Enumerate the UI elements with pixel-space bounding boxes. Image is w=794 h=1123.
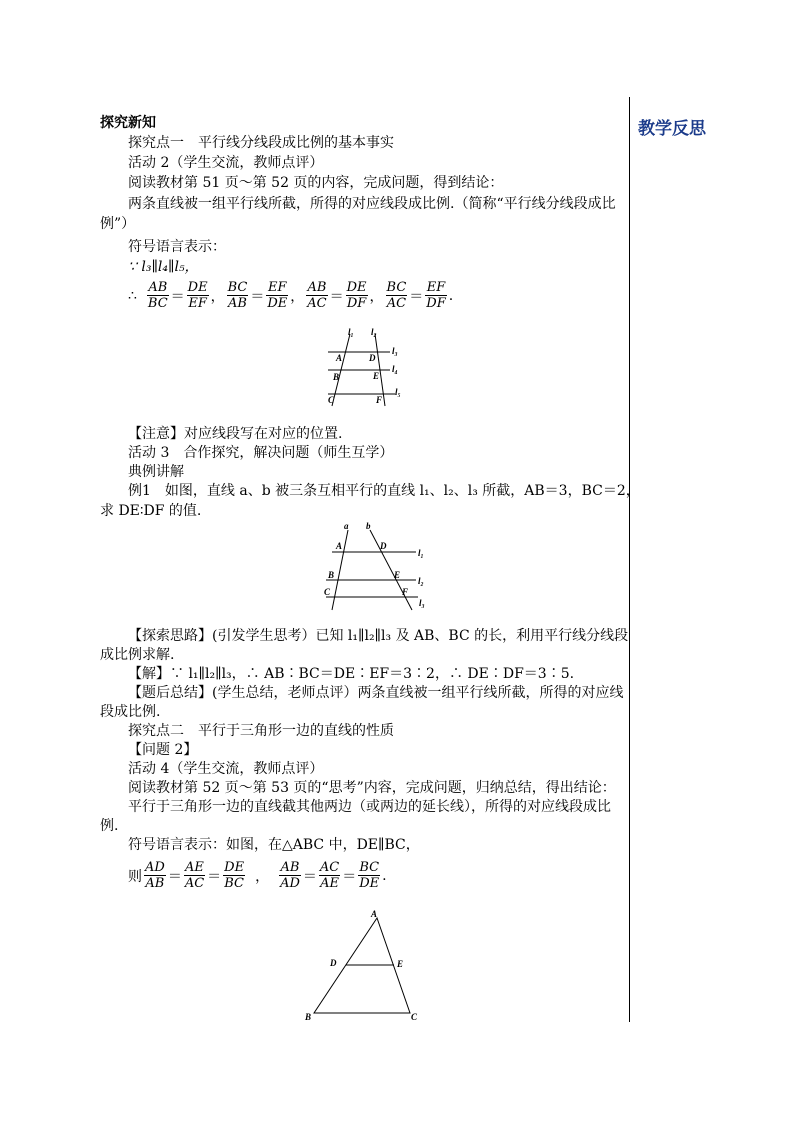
label-C: C xyxy=(324,587,331,597)
then-label: 则 xyxy=(128,868,142,885)
conclusion2-a: 平行于三角形一边的直线截其他两边（或两边的延长线），所得的对应线段成比 xyxy=(128,799,611,815)
label-l3: l₃ xyxy=(392,346,398,356)
fraction: $\frac{DE}{BC}$ xyxy=(224,860,245,891)
activity3: 活动 3 合作探究，解决问题（师生互学） xyxy=(128,445,394,461)
fraction: $\frac{EF}{DF}$ xyxy=(426,280,446,311)
proportion-row-2: 则 $\frac{AD}{AB}$ ＝ $\frac{AE}{AC}$ ＝ $\frac{DE}{BC}$ ， $\frac{AB}{AD}$ ＝ $\frac{AC}{AE}$ ＝ $\frac{BC}{DE}$ . xyxy=(128,860,387,891)
label-l4: l₄ xyxy=(392,364,398,374)
therefore-symbol: ∴ xyxy=(128,287,137,304)
figure-parallel-lines-1 xyxy=(320,326,410,410)
label-E: E xyxy=(397,959,404,969)
label-l1: l₁ xyxy=(418,548,424,558)
label-l3: l₃ xyxy=(419,598,425,608)
fraction: $\frac{BC}{AC}$ xyxy=(386,280,407,311)
fraction: $\frac{AB}{AD}$ xyxy=(280,860,300,891)
because1: ∵ l₃∥l₄∥l₅， xyxy=(128,259,199,275)
conclusion1-b: 例”） xyxy=(100,216,136,232)
activity4: 活动 4（学生交流，教师点评） xyxy=(128,761,324,777)
fraction: $\frac{DE}{DF}$ xyxy=(346,280,367,311)
section-title: 探究新知 xyxy=(100,115,156,131)
label-F: F xyxy=(376,395,383,405)
solution: 【解】∵ l₁∥l₂∥l₃，∴ AB∶BC＝DE∶EF＝3∶2，∴ DE∶DF＝3∶5. xyxy=(128,666,575,682)
proportion-row-1: ∴ $\frac{AB}{BC}$ ＝ $\frac{DE}{EF}$ ， $\frac{BC}{AB}$ ＝ $\frac{EF}{DE}$ ， $\frac{AB}{AC}$ ＝ $\frac{DE}{DF}$ ， $\frac{BC}{AC}$ ＝ $\frac{EF}{DF}$ . xyxy=(128,280,454,311)
figure-parallel-lines-2 xyxy=(318,520,438,612)
label-C: C xyxy=(411,1012,418,1022)
example1-a: 例1 如图，直线 a、b 被三条互相平行的直线 l₁、l₂、l₃ 所截，AB＝3，BC＝2， xyxy=(128,483,640,499)
fraction: $\frac{AB}{AC}$ xyxy=(307,280,327,311)
fraction: $\frac{BC}{DE}$ xyxy=(359,860,380,891)
label-B: B xyxy=(333,372,340,382)
fraction: $\frac{BC}{AB}$ xyxy=(227,280,248,311)
fraction: $\frac{AD}{AB}$ xyxy=(145,860,165,891)
summary-b: 段成比例. xyxy=(100,704,161,720)
label-B: B xyxy=(328,570,335,580)
label-a: a xyxy=(344,521,349,531)
point2-heading: 探究点二 平行于三角形一边的直线的性质 xyxy=(128,723,394,739)
label-A: A xyxy=(336,541,343,551)
idea-b: 成比例求解. xyxy=(100,647,175,663)
label-F: F xyxy=(402,587,409,597)
question2: 【问题 2】 xyxy=(128,742,198,758)
label-C: C xyxy=(328,395,335,405)
idea-a: 【探索思路】(引发学生思考）已知 l₁∥l₂∥l₃ 及 AB、BC 的长，利用平行线分线段 xyxy=(128,628,629,644)
label-B: B xyxy=(305,1012,312,1022)
conclusion2-b: 例. xyxy=(100,818,119,834)
label-b: b xyxy=(366,521,371,531)
fraction: $\frac{AB}{BC}$ xyxy=(147,280,168,311)
label-A: A xyxy=(371,909,378,919)
note: 【注意】对应线段写在对应的位置. xyxy=(128,426,343,442)
activity2: 活动 2（学生交流，教师点评） xyxy=(128,155,324,171)
symbol1: 符号语言表示： xyxy=(128,239,226,255)
figure-triangle xyxy=(300,908,430,1026)
read1: 阅读教材第 51 页～第 52 页的内容，完成问题，得到结论： xyxy=(128,175,504,191)
fraction: $\frac{EF}{DE}$ xyxy=(267,280,288,311)
label-l2: l₂ xyxy=(371,327,377,337)
sidebar-title: 教学反思 xyxy=(638,119,706,139)
label-l1: l₁ xyxy=(348,327,354,337)
label-D: D xyxy=(369,353,376,363)
symbol2: 符号语言表示：如图，在△ABC 中，DE∥BC， xyxy=(128,837,420,853)
vertical-divider xyxy=(629,97,630,1022)
label-E: E xyxy=(373,371,380,381)
fraction: $\frac{DE}{EF}$ xyxy=(187,280,208,311)
example1-b: 求 DE∶DF 的值. xyxy=(100,503,202,519)
point1-heading: 探究点一 平行线分线段成比例的基本事实 xyxy=(128,135,394,151)
label-D: D xyxy=(380,541,387,551)
read2: 阅读教材第 52 页～第 53 页的“思考”内容，完成问题，归纳总结，得出结论： xyxy=(128,780,616,796)
conclusion1-a: 两条直线被一组平行线所截，所得的对应线段成比例.（简称“平行线分线段成比 xyxy=(128,196,616,212)
summary-a: 【题后总结】(学生总结，老师点评）两条直线被一组平行线所截，所得的对应线 xyxy=(128,685,624,701)
fraction: $\frac{AC}{AE}$ xyxy=(319,860,340,891)
label-D: D xyxy=(330,958,337,968)
label-A: A xyxy=(336,353,343,363)
example-heading: 典例讲解 xyxy=(128,464,184,480)
label-E: E xyxy=(394,570,401,580)
label-l2: l₂ xyxy=(418,576,424,586)
label-l5: l₅ xyxy=(395,387,401,397)
fraction: $\frac{AE}{AC}$ xyxy=(184,860,205,891)
